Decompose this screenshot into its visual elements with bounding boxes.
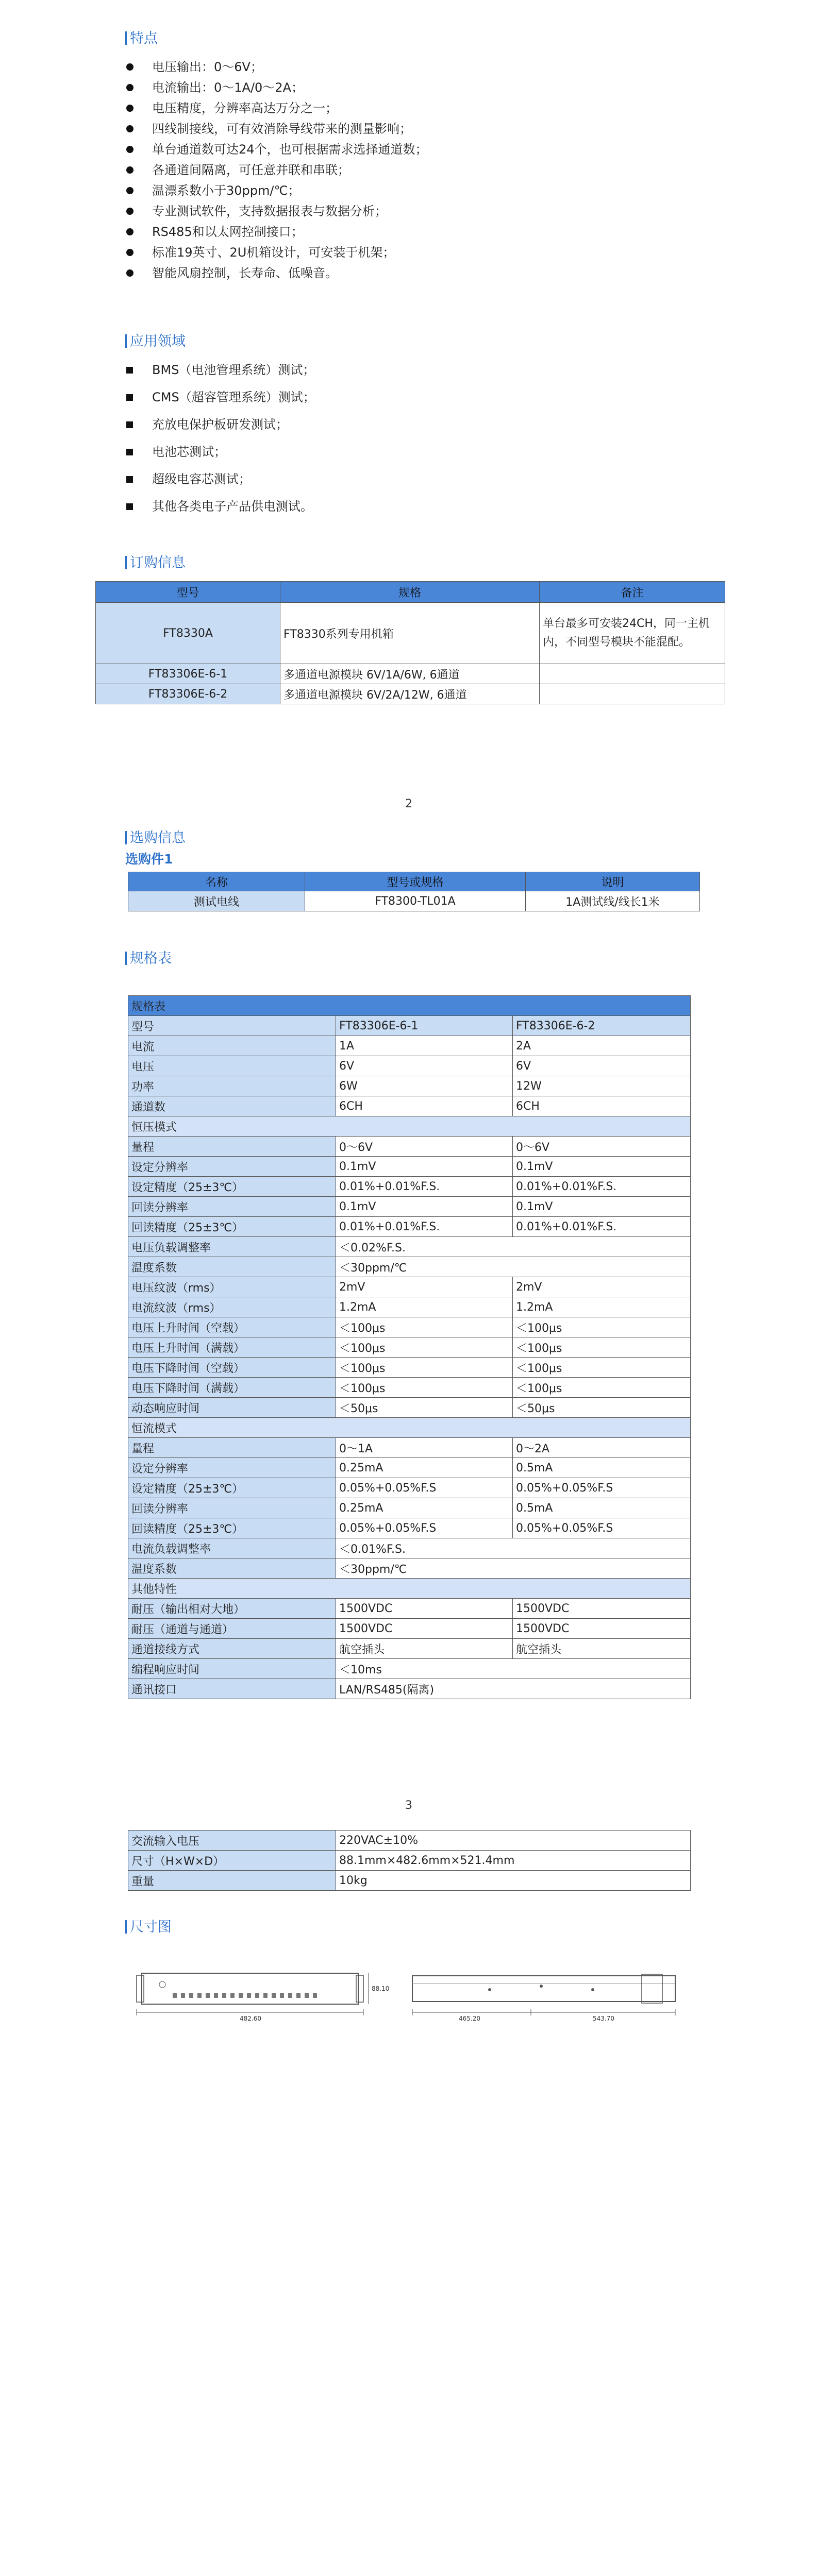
bullet-icon — [126, 105, 133, 112]
feature-item: RS485和以太网控制接口； — [125, 222, 428, 242]
value-cell: 1.2mA — [513, 1297, 691, 1317]
column-header: 型号 — [96, 582, 280, 603]
value-cell: 0.25mA — [336, 1498, 513, 1518]
table-row — [128, 1398, 691, 1418]
bullet-icon — [126, 249, 133, 256]
value-cell: 220VAC±10% — [336, 1831, 691, 1851]
param-label: 电流负载调整率 — [128, 1538, 336, 1558]
param-label: 通道数 — [128, 1096, 336, 1116]
table-header-row — [128, 1016, 691, 1036]
page-number: 2 — [405, 798, 412, 810]
application-item: 其他各类电子产品供电测试。 — [125, 493, 315, 520]
param-label: 交流输入电压 — [128, 1831, 336, 1851]
param-label: 设定精度（25±3℃） — [128, 1478, 336, 1498]
value-cell: 1500VDC — [513, 1599, 691, 1619]
table-row — [128, 1217, 691, 1237]
param-label: 电流纹波（rms） — [128, 1297, 336, 1317]
feature-item: 电流输出：0～1A/0～2A； — [125, 77, 428, 98]
title-bar-icon — [125, 31, 127, 45]
table-header-row — [128, 872, 700, 891]
value-cell: ＜0.02%F.S. — [336, 1237, 691, 1257]
front-height-label: 88.10 — [372, 1985, 389, 1992]
feature-item: 四线制接线，可有效消除导线带来的测量影响； — [125, 118, 428, 139]
note-cell — [540, 684, 725, 704]
group-row — [128, 1116, 691, 1137]
table-row — [128, 1036, 691, 1056]
column-header: 名称 — [128, 872, 305, 891]
table-row — [128, 1679, 691, 1699]
value-cell: 0～1A — [336, 1438, 513, 1458]
application-item: BMS（电池管理系统）测试； — [125, 357, 315, 384]
value-cell: ＜100μs — [513, 1358, 691, 1378]
table-row — [128, 1458, 691, 1478]
table-row — [128, 1831, 691, 1851]
model-cell: FT83306E-6-2 — [96, 684, 280, 704]
bullet-icon — [126, 187, 133, 194]
table-row — [128, 1619, 691, 1639]
table-row — [128, 891, 700, 911]
group-title: 恒压模式 — [128, 1116, 691, 1137]
note-cell: 单台最多可安装24CH，同一主机内，不同型号模块不能混配。 — [540, 603, 725, 664]
feature-item: 电压输出：0～6V； — [125, 57, 428, 77]
table-row — [128, 1317, 691, 1337]
value-cell: 0.25mA — [336, 1458, 513, 1478]
param-label: 电流 — [128, 1036, 336, 1056]
table-row — [128, 1518, 691, 1538]
column-header: 规格 — [280, 582, 540, 603]
feature-item: 电压精度，分辨率高达万分之一； — [125, 98, 428, 118]
value-cell: 0.5mA — [513, 1498, 691, 1518]
title-bar-icon — [125, 334, 127, 348]
value-cell: 0.05%+0.05%F.S — [513, 1478, 691, 1498]
value-cell: 0.5mA — [513, 1458, 691, 1478]
square-bullet-icon — [126, 476, 133, 483]
param-label: 温度系数 — [128, 1558, 336, 1579]
square-bullet-icon — [126, 449, 133, 455]
param-label: 电压负载调整率 — [128, 1237, 336, 1257]
table-row — [128, 1538, 691, 1558]
table-title-row — [128, 996, 691, 1016]
side-view-drawing — [407, 1963, 696, 2040]
table-row — [128, 1438, 691, 1458]
value-cell: 6V — [513, 1056, 691, 1076]
value-cell: 0～2A — [513, 1438, 691, 1458]
table-row — [128, 1076, 691, 1096]
value-cell: 航空插头 — [513, 1639, 691, 1659]
table-row — [128, 1871, 691, 1891]
value-cell: ＜30ppm/℃ — [336, 1257, 691, 1277]
value-cell: 2A — [513, 1036, 691, 1056]
value-cell: 1500VDC — [336, 1599, 513, 1619]
value-cell: 6W — [336, 1076, 513, 1096]
feature-item: 标准19英寸、2U机箱设计，可安装于机架； — [125, 242, 428, 263]
value-cell: ＜50μs — [336, 1398, 513, 1418]
param-label: 回读精度（25±3℃） — [128, 1217, 336, 1237]
model-cell: FT8330A — [96, 603, 280, 664]
value-cell: 0～6V — [336, 1137, 513, 1157]
feature-item: 专业测试软件，支持数据报表与数据分析； — [125, 201, 428, 222]
applications-title: 应用领域 — [125, 330, 186, 350]
table-row — [128, 1297, 691, 1317]
param-label: 电压 — [128, 1056, 336, 1076]
application-item: CMS（超容管理系统）测试； — [125, 384, 315, 411]
param-label: 动态响应时间 — [128, 1398, 336, 1418]
square-bullet-icon — [126, 421, 133, 428]
table-row — [128, 1851, 691, 1871]
param-label: 电压下降时间（空载） — [128, 1358, 336, 1378]
title-bar-icon — [125, 1920, 127, 1934]
feature-item: 各通道间隔离，可任意并联和串联； — [125, 160, 428, 180]
param-label: 回读分辨率 — [128, 1498, 336, 1518]
value-cell: 2mV — [336, 1277, 513, 1297]
table-row — [128, 1137, 691, 1157]
table-row — [128, 1337, 691, 1358]
value-cell: ＜100μs — [513, 1317, 691, 1337]
param-label: 耐压（输出相对大地） — [128, 1599, 336, 1619]
value-cell: 12W — [513, 1076, 691, 1096]
spec-table-continued — [128, 1830, 691, 1891]
table-header-row — [96, 582, 725, 603]
group-title: 恒流模式 — [128, 1418, 691, 1438]
side-depth-a-label: 465.20 — [459, 2015, 480, 2022]
features-list — [125, 57, 428, 283]
square-bullet-icon — [126, 394, 133, 401]
front-width-label: 482.60 — [240, 2015, 261, 2022]
value-cell: ＜100μs — [336, 1337, 513, 1358]
param-label: 设定分辨率 — [128, 1157, 336, 1177]
value-cell: ＜50μs — [513, 1398, 691, 1418]
value-cell: 1500VDC — [336, 1619, 513, 1639]
param-label: 通道接线方式 — [128, 1639, 336, 1659]
spec-title: 规格表 — [125, 947, 172, 967]
model-header: FT83306E-6-1 — [336, 1016, 513, 1036]
value-cell: 0.05%+0.05%F.S — [336, 1518, 513, 1538]
param-label: 温度系数 — [128, 1257, 336, 1277]
ordering-title: 订购信息 — [125, 551, 186, 571]
param-label: 电压上升时间（空载） — [128, 1317, 336, 1337]
param-label: 通讯接口 — [128, 1679, 336, 1699]
table-row — [96, 664, 725, 684]
feature-item: 单台通道数可达24个，也可根据需求选择通道数； — [125, 139, 428, 160]
page-number: 3 — [405, 1799, 412, 1812]
param-label: 设定分辨率 — [128, 1458, 336, 1478]
column-header: 备注 — [540, 582, 725, 603]
param-label: 功率 — [128, 1076, 336, 1096]
feature-item: 智能风扇控制，长寿命、低噪音。 — [125, 263, 428, 283]
param-label: 尺寸（H×W×D） — [128, 1851, 336, 1871]
name-cell: 测试电线 — [128, 891, 305, 911]
table-row — [128, 1237, 691, 1257]
bullet-icon — [126, 228, 133, 235]
table-row — [96, 603, 725, 664]
value-cell: 1.2mA — [336, 1297, 513, 1317]
bullet-icon — [126, 208, 133, 215]
table-row — [128, 1659, 691, 1679]
value-cell: ＜30ppm/℃ — [336, 1558, 691, 1579]
application-item: 充放电保护板研发测试； — [125, 411, 315, 438]
side-depth-b-label: 543.70 — [593, 2015, 614, 2022]
desc-cell: 1A测试线/线长1米 — [526, 891, 700, 911]
bullet-icon — [126, 269, 133, 277]
value-cell: 0.05%+0.05%F.S — [513, 1518, 691, 1538]
value-cell: 0.1mV — [336, 1157, 513, 1177]
spec-cell: 多通道电源模块 6V/2A/12W, 6通道 — [280, 684, 540, 704]
value-cell: 0.01%+0.01%F.S. — [336, 1177, 513, 1197]
value-cell: 10kg — [336, 1871, 691, 1891]
table-row — [128, 1157, 691, 1177]
param-label: 耐压（通道与通道） — [128, 1619, 336, 1639]
spec-table — [128, 995, 691, 1699]
title-bar-icon — [125, 831, 127, 844]
feature-item: 温漂系数小于30ppm/℃； — [125, 180, 428, 201]
bullet-icon — [126, 146, 133, 153]
value-cell: 6V — [336, 1056, 513, 1076]
bullet-icon — [126, 166, 133, 174]
table-row — [128, 1358, 691, 1378]
model-header: FT83306E-6-2 — [513, 1016, 691, 1036]
value-cell: ＜0.01%F.S. — [336, 1538, 691, 1558]
table-row — [128, 1478, 691, 1498]
value-cell: 2mV — [513, 1277, 691, 1297]
value-cell: 0.1mV — [336, 1197, 513, 1217]
param-label: 电压上升时间（满载） — [128, 1337, 336, 1358]
square-bullet-icon — [126, 367, 133, 374]
square-bullet-icon — [126, 503, 133, 510]
model-cell: FT83306E-6-1 — [96, 664, 280, 684]
table-row — [128, 1277, 691, 1297]
spec-cell: FT8330系列专用机箱 — [280, 603, 540, 664]
bullet-icon — [126, 63, 133, 71]
param-label: 编程响应时间 — [128, 1659, 336, 1679]
param-label: 电压纹波（rms） — [128, 1277, 336, 1297]
value-cell: ＜100μs — [513, 1337, 691, 1358]
param-label: 量程 — [128, 1438, 336, 1458]
value-cell: ＜100μs — [336, 1378, 513, 1398]
dimensions-title: 尺寸图 — [125, 1916, 172, 1936]
value-cell: 0.01%+0.01%F.S. — [513, 1217, 691, 1237]
table-row — [96, 684, 725, 704]
selection-subtitle: 选购件1 — [125, 852, 173, 867]
selection-title: 选购信息 — [125, 826, 186, 846]
selection-table — [128, 872, 700, 911]
table-row — [128, 1378, 691, 1398]
value-cell: 1A — [336, 1036, 513, 1056]
param-label: 回读分辨率 — [128, 1197, 336, 1217]
table-row — [128, 1177, 691, 1197]
value-cell: 0.1mV — [513, 1197, 691, 1217]
features-title: 特点 — [125, 27, 158, 47]
table-row — [128, 1558, 691, 1579]
ordering-table — [95, 581, 725, 704]
value-cell: ＜100μs — [336, 1317, 513, 1337]
value-cell: 0.01%+0.01%F.S. — [513, 1177, 691, 1197]
value-cell: 0～6V — [513, 1137, 691, 1157]
column-header: 说明 — [526, 872, 700, 891]
application-item: 超级电容芯测试； — [125, 466, 315, 493]
param-label: 型号 — [128, 1016, 336, 1036]
value-cell: 0.01%+0.01%F.S. — [336, 1217, 513, 1237]
value-cell: 0.05%+0.05%F.S — [336, 1478, 513, 1498]
title-bar-icon — [125, 556, 127, 569]
column-header: 型号或规格 — [305, 872, 526, 891]
title-bar-icon — [125, 952, 127, 965]
param-label: 量程 — [128, 1137, 336, 1157]
table-row — [128, 1197, 691, 1217]
value-cell: ＜10ms — [336, 1659, 691, 1679]
table-row — [128, 1498, 691, 1518]
value-cell: 0.1mV — [513, 1157, 691, 1177]
table-row — [128, 1257, 691, 1277]
value-cell: LAN/RS485(隔离) — [336, 1679, 691, 1699]
param-label: 回读精度（25±3℃） — [128, 1518, 336, 1538]
param-label: 重量 — [128, 1871, 336, 1891]
front-view-drawing — [131, 1963, 389, 2040]
table-row — [128, 1056, 691, 1076]
table-row — [128, 1599, 691, 1619]
value-cell: 1500VDC — [513, 1619, 691, 1639]
group-row — [128, 1579, 691, 1599]
bullet-icon — [126, 84, 133, 91]
application-item: 电池芯测试； — [125, 438, 315, 466]
bullet-icon — [126, 125, 133, 132]
value-cell: ＜100μs — [513, 1378, 691, 1398]
param-label: 设定精度（25±3℃） — [128, 1177, 336, 1197]
value-cell: 6CH — [513, 1096, 691, 1116]
value-cell: 航空插头 — [336, 1639, 513, 1659]
value-cell: ＜100μs — [336, 1358, 513, 1378]
spec-table-title: 规格表 — [128, 996, 691, 1016]
table-row — [128, 1096, 691, 1116]
value-cell: 88.1mm×482.6mm×521.4mm — [336, 1851, 691, 1871]
param-label: 电压下降时间（满载） — [128, 1378, 336, 1398]
table-row — [128, 1639, 691, 1659]
model-cell: FT8300-TL01A — [305, 891, 526, 911]
spec-cell: 多通道电源模块 6V/1A/6W, 6通道 — [280, 664, 540, 684]
group-row — [128, 1418, 691, 1438]
applications-list — [125, 357, 315, 520]
note-cell — [540, 664, 725, 684]
group-title: 其他特性 — [128, 1579, 691, 1599]
value-cell: 6CH — [336, 1096, 513, 1116]
